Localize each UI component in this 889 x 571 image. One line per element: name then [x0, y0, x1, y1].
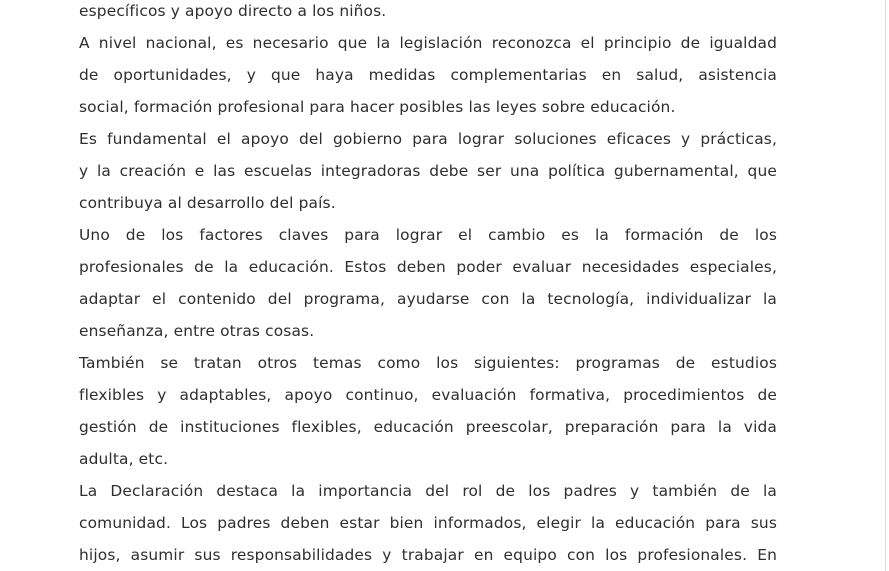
- body-text: [79, 0, 777, 571]
- text-line: La Declaración destaca la importancia del rol de los padres y también de la: [79, 482, 777, 500]
- page-edge-divider: [885, 0, 886, 571]
- text-line: enseñanza, entre otras cosas.: [79, 322, 315, 340]
- text-line: A nivel nacional, es necesario que la legislación reconozca el principio de igualdad: [79, 34, 777, 52]
- text-line: gestión de instituciones flexibles, educación preescolar, preparación para la vida: [79, 418, 777, 436]
- text-line: profesionales de la educación. Estos deben poder evaluar necesidades especiales,: [79, 258, 777, 276]
- text-line: comunidad. Los padres deben estar bien informados, elegir la educación para sus: [79, 514, 777, 532]
- text-line: social, formación profesional para hacer posibles las leyes sobre educación.: [79, 98, 676, 116]
- text-line: Es fundamental el apoyo del gobierno para lograr soluciones eficaces y prácticas,: [79, 130, 777, 148]
- text-line: flexibles y adaptables, apoyo continuo, evaluación formativa, procedimientos de: [79, 386, 777, 404]
- text-line: contribuya al desarrollo del país.: [79, 194, 336, 212]
- text-line: Uno de los factores claves para lograr el cambio es la formación de los: [79, 226, 777, 244]
- text-line: y la creación e las escuelas integradoras debe ser una política gubernamental, que: [79, 162, 777, 180]
- text-line: adaptar el contenido del programa, ayudarse con la tecnología, individualizar la: [79, 290, 777, 308]
- text-line: adulta, etc.: [79, 450, 169, 468]
- text-line: de oportunidades, y que haya medidas complementarias en salud, asistencia: [79, 66, 777, 84]
- text-line: También se tratan otros temas como los siguientes: programas de estudios: [79, 354, 777, 372]
- text-line: hijos, asumir sus responsabilidades y trabajar en equipo con los profesionales. En: [79, 546, 777, 564]
- text-line: específicos y apoyo directo a los niños.: [79, 2, 387, 20]
